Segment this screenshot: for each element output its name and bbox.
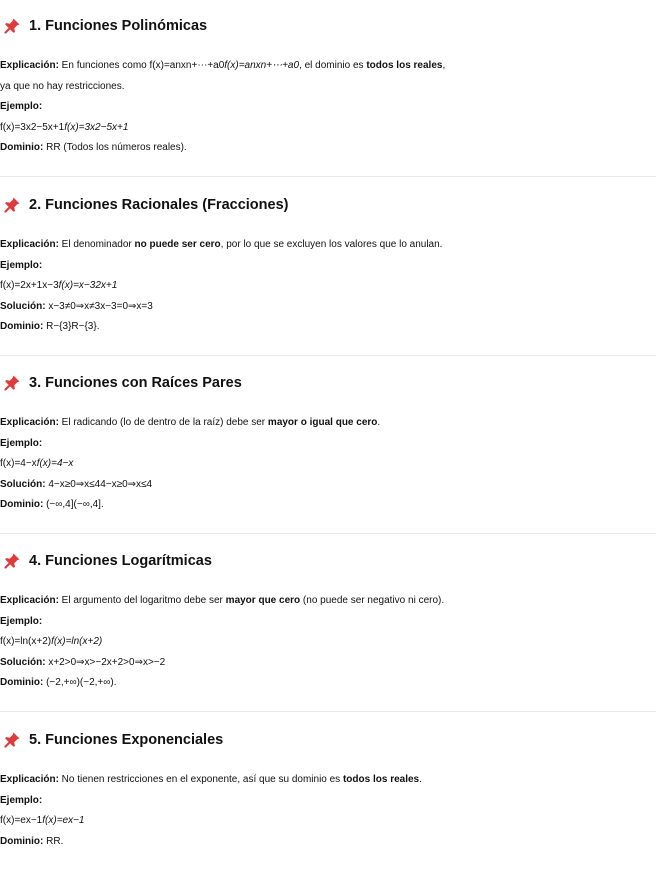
example-label: Ejemplo: <box>0 259 43 271</box>
domain-value: RR (Todos los números reales). <box>43 142 187 153</box>
section-logaritmicas <box>0 551 656 694</box>
domain-value: (−∞,4](−∞,4]. <box>43 499 104 510</box>
section-divider <box>0 355 656 356</box>
section-heading <box>0 551 656 571</box>
section-heading <box>0 373 656 393</box>
domain-label: Dominio: <box>0 677 44 688</box>
pushpin-icon <box>3 196 21 214</box>
domain-label: Dominio: <box>0 142 44 153</box>
section-raices <box>0 373 656 516</box>
solution-line <box>0 297 656 318</box>
solution-line <box>0 475 656 496</box>
example-label: Ejemplo: <box>0 437 43 449</box>
formula-plain: f(x)=2x+1x−3 <box>0 280 59 291</box>
explanation-text-end: , <box>442 60 446 71</box>
domain-value: R−{3}R−{3}. <box>43 321 100 332</box>
explanation-line <box>0 56 656 77</box>
explanation-formula: f(x)=anxn+⋯+a0 <box>224 60 300 71</box>
explanation-text: El denominador <box>58 239 135 250</box>
section-title: 2. Funciones Racionales (Fracciones) <box>29 197 289 213</box>
domain-line <box>0 138 656 159</box>
formula-plain: f(x)=ln(x+2) <box>0 636 52 647</box>
formula-italic: f(x)=3x2−5x+1 <box>64 121 129 133</box>
explanation-line-2: ya que no hay restricciones. <box>0 80 125 92</box>
example-formula <box>0 118 656 139</box>
explanation-label: Explicación: <box>0 595 59 606</box>
explanation-text: En funciones como f(x)=anxn+⋯+a0 <box>58 60 225 71</box>
domain-label: Dominio: <box>0 499 44 510</box>
explanation-line <box>0 413 656 434</box>
explanation-line <box>0 235 656 256</box>
domain-label: Dominio: <box>0 835 44 847</box>
section-divider <box>0 711 656 712</box>
formula-italic: f(x)=ex−1 <box>42 815 85 826</box>
formula-plain: f(x)=ex−1 <box>0 815 43 826</box>
section-title: 4. Funciones Logarítmicas <box>29 553 212 569</box>
explanation-text-end: , por lo que se excluyen los valores que lo anulan. <box>220 239 443 250</box>
example-formula <box>0 811 656 832</box>
explanation-text: El argumento del logaritmo debe ser <box>58 595 226 606</box>
explanation-line <box>0 770 656 791</box>
solution-value: x+2>0⇒x>−2x+2>0⇒x>−2 <box>45 656 166 668</box>
explanation-text-end: . <box>377 417 381 428</box>
pushpin-icon <box>3 17 21 35</box>
explanation-emphasis: todos los reales <box>342 774 420 785</box>
solution-value: 4−x≥0⇒x≤44−x≥0⇒x≤4 <box>45 478 153 490</box>
formula-plain: f(x)=3x2−5x+1 <box>0 121 65 133</box>
pushpin-icon <box>3 731 21 749</box>
domain-label: Dominio: <box>0 321 44 332</box>
section-exponenciales <box>0 730 656 852</box>
explanation-text-end: . <box>419 774 422 785</box>
example-formula <box>0 276 656 297</box>
solution-label: Solución: <box>0 478 46 490</box>
explanation-text: El radicando (lo de dentro de la raíz) debe ser <box>58 417 268 428</box>
solution-label: Solución: <box>0 656 46 668</box>
explanation-label: Explicación: <box>0 239 59 250</box>
domain-line <box>0 832 656 853</box>
section-divider <box>0 176 656 177</box>
section-title: 3. Funciones con Raíces Pares <box>29 375 242 391</box>
section-title: 1. Funciones Polinómicas <box>29 18 208 34</box>
section-polinomicas <box>0 16 656 159</box>
explanation-emphasis: todos los reales <box>366 60 443 71</box>
explanation-line <box>0 591 656 612</box>
formula-italic: f(x)=4−x <box>36 458 74 469</box>
explanation-emphasis: mayor o igual que cero <box>267 417 378 428</box>
section-heading <box>0 195 656 215</box>
domain-line <box>0 317 656 338</box>
section-divider <box>0 533 656 534</box>
section-heading <box>0 16 656 36</box>
solution-line <box>0 653 656 674</box>
formula-italic: f(x)=ln(x+2) <box>51 636 103 647</box>
solution-label: Solución: <box>0 300 46 312</box>
explanation-emphasis: mayor que cero <box>225 595 301 606</box>
example-label: Ejemplo: <box>0 101 43 112</box>
formula-plain: f(x)=4−x <box>0 458 37 469</box>
example-formula <box>0 632 656 653</box>
section-heading <box>0 730 656 750</box>
solution-value: x−3≠0⇒x≠3x−3=0⇒x=3 <box>45 300 153 312</box>
explanation-text-mid: , el dominio es <box>299 60 367 71</box>
section-racionales <box>0 195 656 338</box>
formula-italic: f(x)=x−32x+1 <box>58 280 118 291</box>
section-title: 5. Funciones Exponenciales <box>29 732 224 748</box>
explanation-text-end: (no puede ser negativo ni cero). <box>300 595 445 606</box>
explanation-label: Explicación: <box>0 60 59 71</box>
explanation-label: Explicación: <box>0 774 59 785</box>
pushpin-icon <box>3 374 21 392</box>
domain-value: RR. <box>43 835 64 847</box>
example-label: Ejemplo: <box>0 794 43 806</box>
explanation-emphasis: no puede ser cero <box>134 239 221 250</box>
example-label: Ejemplo: <box>0 615 43 627</box>
domain-line <box>0 673 656 694</box>
explanation-label: Explicación: <box>0 417 59 428</box>
pushpin-icon <box>3 552 21 570</box>
example-formula <box>0 454 656 475</box>
domain-line <box>0 495 656 516</box>
domain-value: (−2,+∞)(−2,+∞). <box>43 677 117 688</box>
explanation-text: No tienen restricciones en el exponente, así que su dominio es <box>58 774 343 785</box>
